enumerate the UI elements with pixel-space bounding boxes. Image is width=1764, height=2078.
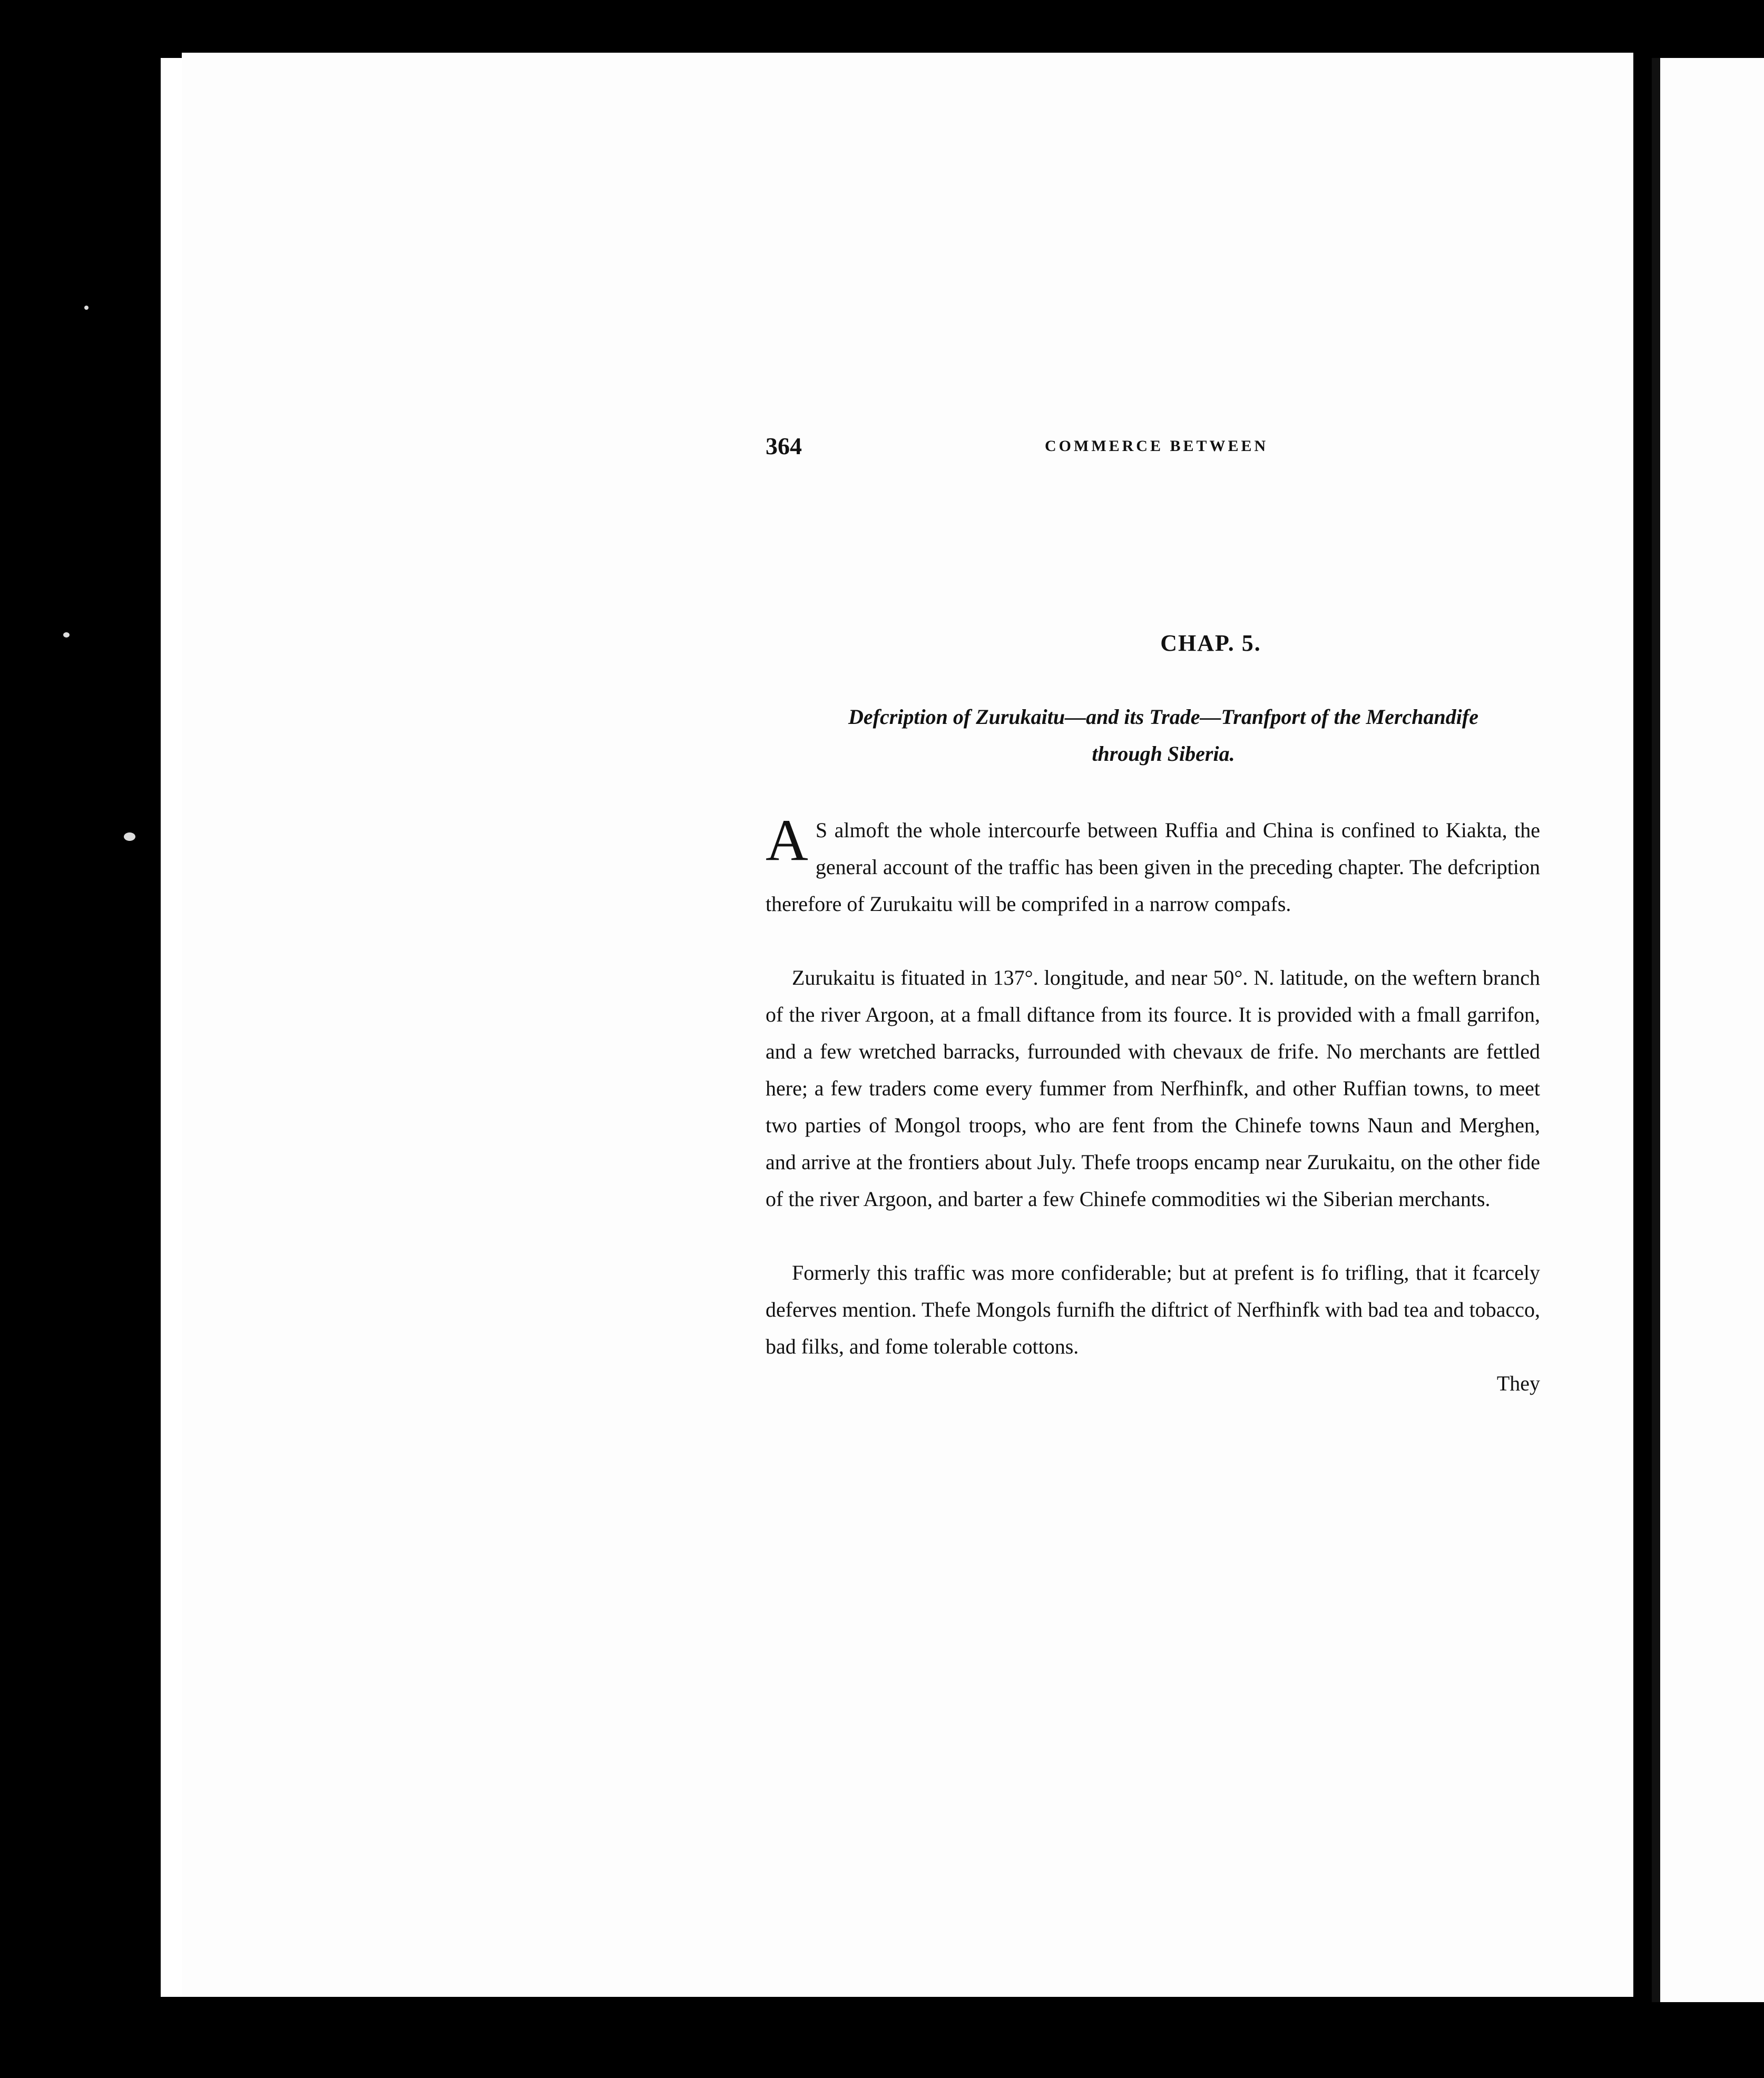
paragraph-1-text: S almoft the whole intercourfe between Ruffia and China is confined to Kiakta, the general account of the traffic has been given in the preceding chapter. The defcription therefore of Zurukaitu will be comprifed in a narrow compafs. (766, 818, 1540, 916)
chapter-subtitle-line-1: Defcription of Zurukaitu—and its Trade—Tranfport of the Merchandife (848, 705, 1478, 729)
running-title: COMMERCE BETWEEN (1045, 437, 1269, 455)
chapter-subtitle (766, 699, 1540, 772)
paragraph-3: Formerly this traffic was more confiderable; but at prefent is fo trifling, that it fcarcely deferves mention. Thefe Mongols furnifh the diftrict of Nerfhinfk with bad tea and tobacco, bad filks, and fome tolerable cottons. (766, 1261, 1540, 1358)
dust-speck (63, 632, 70, 638)
paragraph-2: Zurukaitu is fituated in 137°. longitude, and near 50°. N. latitude, on the weftern branch of the river Argoon, at a fmall diftance from its fource. It is provided with a fmall garrifon, and a few wretched barracks, furrounded with chevaux de frife. No merchants are fettled here; a few traders come every fummer from Nerfhinfk, and other Ruffian towns, to meet two parties of Mongol troops, who are fent from the Chinefe towns Naun and Merghen, and arrive at the frontiers about July. Thefe troops encamp near Zurukaitu, on the other fide of the river Argoon, and barter a few Chinefe commodities wi the Siberian merchants. (766, 966, 1540, 1211)
dust-speck (84, 306, 89, 310)
running-head (766, 432, 1540, 469)
chapter-heading: CHAP. 5. (1160, 630, 1261, 656)
catchword: They (1496, 1371, 1540, 1395)
chapter-subtitle-line-2: through Siberia. (1092, 742, 1235, 766)
facing-page (1652, 58, 1764, 2002)
drop-cap: A (766, 808, 808, 873)
page-text-block (766, 432, 1540, 1402)
book-page (182, 53, 1633, 1997)
dust-speck (124, 832, 135, 841)
paragraph-1 (766, 808, 1540, 923)
page-number: 364 (766, 433, 802, 459)
